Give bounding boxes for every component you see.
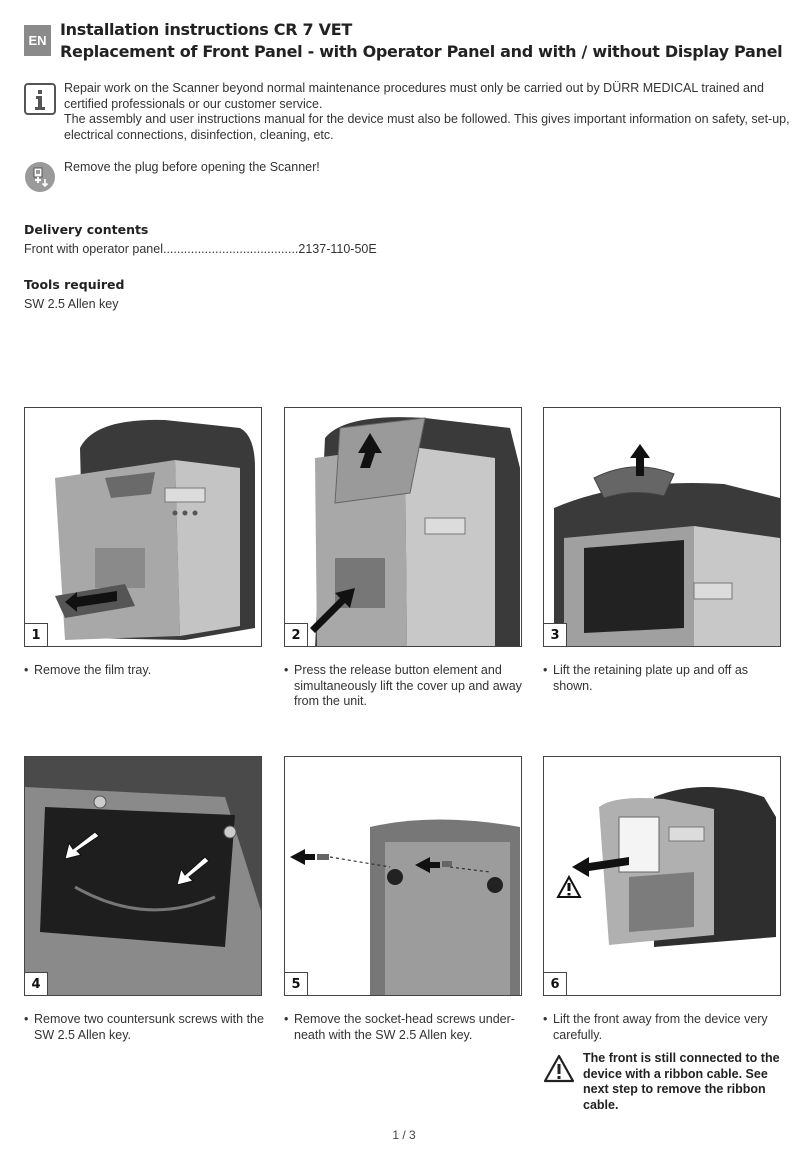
- info-line-3: The assembly and user instructions manual for the device must also be followed. This gives important information on safety, set-up,: [64, 112, 790, 126]
- figure-step-1: [24, 407, 262, 647]
- caption-step-4: • Remove two countersunk screws with the SW 2.5 Allen key.: [24, 1012, 264, 1042]
- figure-step-4: [24, 756, 262, 996]
- step-number: 1: [25, 623, 48, 646]
- language-badge: EN: [24, 25, 51, 56]
- page-subtitle: Replacement of Front Panel - with Operator Panel and with / without Display Panel: [60, 42, 783, 61]
- step-number: 2: [285, 623, 308, 646]
- info-line-4: electrical connections, disinfection, cleaning, etc.: [64, 127, 334, 142]
- info-line-1: Repair work on the Scanner beyond normal maintenance procedures must only be carried out by DÜRR MEDICAL trained and: [64, 81, 764, 95]
- page-title: Installation instructions CR 7 VET: [60, 20, 352, 39]
- caption-step-3: • Lift the retaining plate up and off as shown.: [543, 663, 749, 693]
- step-number: 4: [25, 972, 48, 995]
- info-icon: [24, 83, 56, 115]
- caption-step-1: • Remove the film tray.: [24, 663, 152, 677]
- info-notice-text: [64, 81, 790, 143]
- figure-step-6: [543, 756, 781, 996]
- figure-step-5: [284, 756, 522, 996]
- step-number: 5: [285, 972, 308, 995]
- caption-step-6: • Lift the front away from the device very carefully.: [543, 1012, 768, 1042]
- figure-step-3: [543, 407, 781, 647]
- page-number: 1 / 3: [392, 1128, 416, 1142]
- delivery-item: Front with operator panel.......................................2137-110-50E: [24, 242, 377, 256]
- figure-step-2: [284, 407, 522, 647]
- tools-item: SW 2.5 Allen key: [24, 297, 119, 311]
- tools-heading: Tools required: [24, 277, 125, 292]
- unplug-notice-text: Remove the plug before opening the Scanner!: [64, 160, 320, 174]
- step-number: 3: [544, 623, 567, 646]
- caption-step-5: • Remove the socket-head screws under- neath with the SW 2.5 Allen key.: [284, 1012, 515, 1042]
- warning-text: The front is still connected to the device with a ribbon cable. See next step to remove the ribbon cable.: [583, 1051, 780, 1112]
- caption-step-2: • Press the release button element and simultaneously lift the cover up and away from the unit.: [284, 663, 522, 708]
- info-line-2: certified professionals or our customer service.: [64, 96, 323, 111]
- warning-icon: [543, 1054, 575, 1084]
- unplug-icon: [24, 161, 56, 193]
- step-number: 6: [544, 972, 567, 995]
- delivery-heading: Delivery contents: [24, 222, 149, 237]
